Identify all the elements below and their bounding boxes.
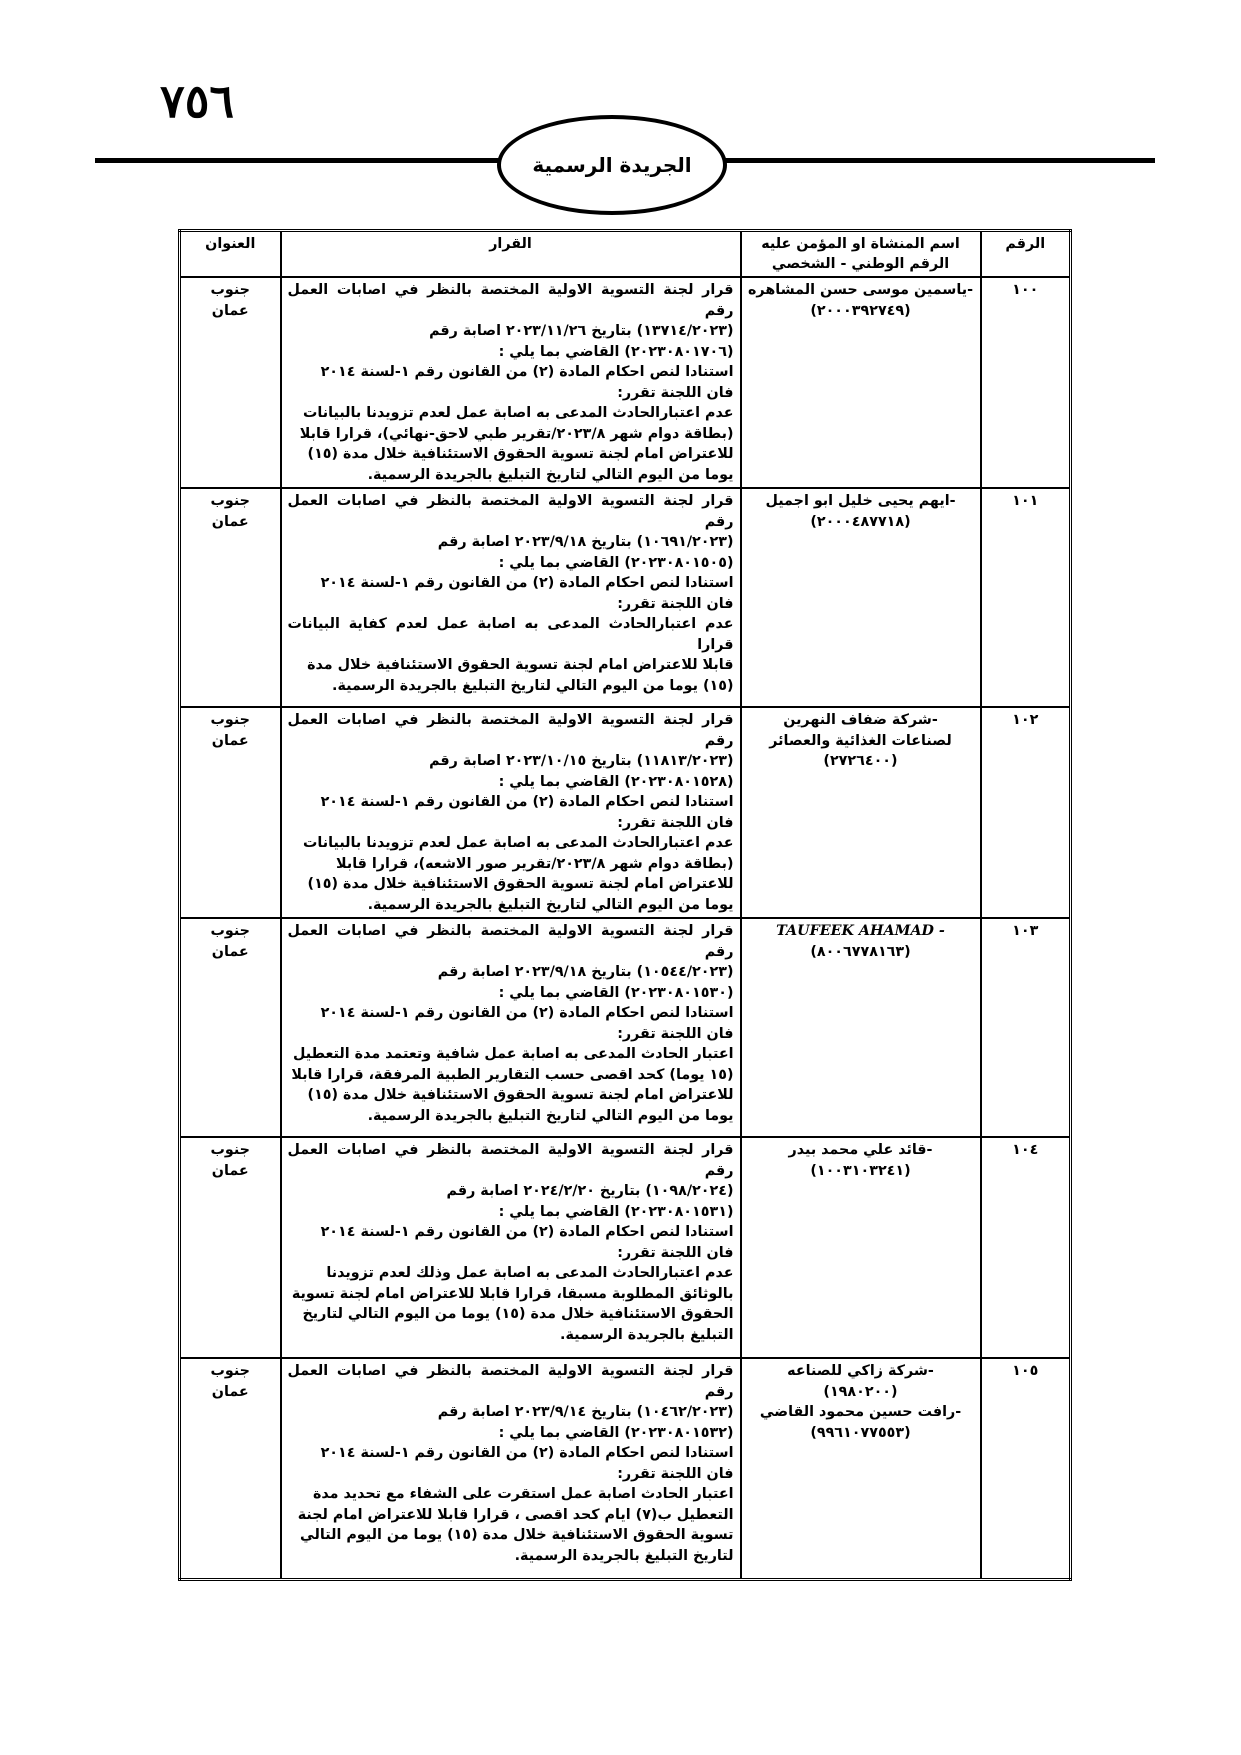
entry-name [741,1137,981,1358]
decision-line: اعتبار الحادث المدعى به اصابة عمل شافية وتعتمد مدة التعطيل [292,1046,734,1062]
entry-decision [281,918,741,1137]
entry-name-line: (٢٠٠٠٣٩٢٧٤٩) [810,302,911,319]
decision-line: استنادا لنص احكام المادة (٢) من القانون رقم ١-لسنة ٢٠١٤ [320,1005,734,1021]
entry-name-line: -شركة ضفاف النهرين [783,712,938,728]
decision-line: التبليغ بالجريدة الرسمية. [560,1326,734,1343]
decision-line: للاعتراض امام لجنة تسوية الحقوق الاستئنافية خلال مدة (١٥) [307,446,734,462]
decision-line: استنادا لنص احكام المادة (٢) من القانون رقم ١-لسنة ٢٠١٤ [320,364,734,380]
decision-line: استنادا لنص احكام المادة (٢) من القانون رقم ١-لسنة ٢٠١٤ [320,575,734,591]
decision-line: استنادا لنص احكام المادة (٢) من القانون رقم ١-لسنة ٢٠١٤ [320,1224,734,1240]
decision-line: (٢٠٢٣٠٨٠١٥٣٢) القاضي بما يلي : [498,1424,734,1441]
decision-line: (١٠٥٤٤/٢٠٢٣) بتاريخ ٢٠٢٣/٩/١٨ اصابة رقم [437,964,734,980]
entry-number: ١٠٢ [981,707,1071,918]
table-row [180,1137,1071,1358]
decision-line: يوما من اليوم التالي لتاريخ التبليغ بالجريدة الرسمية. [367,896,734,913]
entry-address [180,918,281,1137]
entry-name-line: (٨٠٠٦٧٧٨١٦٣) [810,943,911,960]
entry-decision [281,1137,741,1358]
address-line: جنوب [210,282,250,298]
decision-line: اعتبار الحادث اصابة عمل استقرت على الشفاء مع تحديد مدة [312,1486,734,1502]
table-row [180,488,1071,707]
entry-name-line: (١٠٠٣١٠٣٢٤١) [810,1162,911,1179]
table-body [180,277,1071,1580]
decision-line: (بطاقة دوام شهر ٢٠٢٣/٨/تقرير صور الاشعه)، قرارا قابلا [335,855,734,872]
entry-name-line: -قائد علي محمد بيدر [788,1142,933,1158]
entry-decision [281,277,741,488]
decision-line: الحقوق الاستئنافية خلال مدة (١٥) يوما من اليوم التالي لتاريخ [302,1306,734,1322]
entry-name [741,277,981,488]
decision-line: فان اللجنة تقرر: [617,814,734,831]
entry-address [180,1137,281,1358]
decision-line: استنادا لنص احكام المادة (٢) من القانون رقم ١-لسنة ٢٠١٤ [320,794,734,810]
decision-line: (١٠٩٨/٢٠٢٤) بتاريخ ٢٠٢٤/٢/٢٠ اصابة رقم [446,1183,734,1199]
entry-decision [281,1358,741,1580]
address-line: عمان [211,513,249,530]
decision-line: عدم اعتبارالحادث المدعى به اصابة عمل لعدم تزويدنا بالبيانات [303,405,734,421]
decision-line: قرار لجنة التسوية الاولية المختصة بالنظر في اصابات العمل رقم [287,1363,734,1400]
decision-line: قابلا للاعتراض امام لجنة تسوية الحقوق الاستئنافية خلال مدة [307,657,734,673]
entry-name-line: (٢٠٠٠٤٨٧٧١٨) [810,513,911,530]
entry-name-line: (٩٩٦١٠٧٧٥٥٣) [810,1424,911,1441]
page-number: ٧٥٦ [160,74,235,128]
decision-line: قرار لجنة التسوية الاولية المختصة بالنظر في اصابات العمل رقم [287,282,734,319]
decision-line: فان اللجنة تقرر: [617,1025,734,1042]
entry-name-line: (١٩٨٠٢٠٠) [823,1383,898,1400]
entry-number: ١٠١ [981,488,1071,707]
entry-number: ١٠٥ [981,1358,1071,1580]
address-line: عمان [211,302,249,319]
decision-line: (٢٠٢٣٠٨٠١٥٠٥) القاضي بما يلي : [498,554,734,571]
decision-line: فان اللجنة تقرر: [617,384,734,401]
address-line: عمان [211,943,249,960]
decision-line: (١٥) يوما من اليوم التالي لتاريخ التبليغ بالجريدة الرسمية. [332,677,734,694]
address-line: جنوب [210,1142,250,1158]
decision-line: (٢٠٢٣٠٨٠١٧٠٦) القاضي بما يلي : [498,343,734,360]
gazette-title-oval [497,115,727,215]
address-line: جنوب [210,923,250,939]
entry-name-line: (٢٧٢٦٤٠٠) [823,753,898,769]
decision-line: فان اللجنة تقرر: [617,1244,734,1261]
decision-line: فان اللجنة تقرر: [617,595,734,612]
entry-name-latin: TAUFEEK AHAMAD - [776,923,945,939]
table-row [180,918,1071,1137]
decision-line: (٢٠٢٣٠٨٠١٥٣١) القاضي بما يلي : [498,1203,734,1220]
entry-number: ١٠٤ [981,1137,1071,1358]
entry-name-line: -ايهم يحيى خليل ابو اجميل [765,493,956,509]
header-address: العنوان [180,231,281,278]
address-line: عمان [211,1162,249,1179]
entry-name [741,918,981,1137]
entry-name-line: -رافت حسين محمود القاضي [759,1404,962,1420]
entry-number: ١٠٠ [981,277,1071,488]
entry-name-line: -ياسمين موسى حسن المشاهره [747,282,974,298]
table-row [180,277,1071,488]
decision-line: يوما من اليوم التالي لتاريخ التبليغ بالجريدة الرسمية. [367,466,734,483]
header-decision: القرار [281,231,741,278]
decision-line: قرار لجنة التسوية الاولية المختصة بالنظر في اصابات العمل رقم [287,1142,734,1179]
decision-line: (٢٠٢٣٠٨٠١٥٣٠) القاضي بما يلي : [498,984,734,1001]
decision-line: (بطاقة دوام شهر ٢٠٢٣/٨/تقرير طبي لاحق-نهائي)، قرارا قابلا [299,425,734,442]
entry-address [180,488,281,707]
decision-line: بالوثائق المطلوبة مسبقا، قرارا قابلا للاعتراض امام لجنة تسوية [291,1285,734,1302]
decision-line: لتاريخ التبليغ بالجريدة الرسمية. [514,1547,734,1564]
decision-line: للاعتراض امام لجنة تسوية الحقوق الاستئنافية خلال مدة (١٥) [307,876,734,892]
address-line: عمان [211,732,249,749]
entry-decision [281,707,741,918]
decision-line: استنادا لنص احكام المادة (٢) من القانون رقم ١-لسنة ٢٠١٤ [320,1445,734,1461]
entry-number: ١٠٣ [981,918,1071,1137]
decision-line: (١٣٧١٤/٢٠٢٣) بتاريخ ٢٠٢٣/١١/٢٦ اصابة رقم [429,323,734,339]
address-line: عمان [211,1383,249,1400]
decision-line: (١٠٦٩١/٢٠٢٣) بتاريخ ٢٠٢٣/٩/١٨ اصابة رقم [437,534,734,550]
decision-line: عدم اعتبارالحادث المدعى به اصابة عمل لعدم كفاية البيانات قرارا [287,616,734,653]
entry-address [180,707,281,918]
table-row [180,707,1071,918]
decision-line: (١٠٤٦٢/٢٠٢٣) بتاريخ ٢٠٢٣/٩/١٤ اصابة رقم [437,1404,734,1420]
gazette-title: الجريدة الرسمية [532,153,692,177]
header-name: اسم المنشاة او المؤمن عليه الرقم الوطني - الشخصي [741,231,981,278]
address-line: جنوب [210,1363,250,1379]
decision-line: عدم اعتبارالحادث المدعى به اصابة عمل وذلك لعدم تزويدنا [326,1265,734,1281]
decision-line: (١٥ يوما) كحد اقصى حسب التقارير الطبية المرفقة، قرارا قابلا [291,1066,734,1083]
table-row [180,1358,1071,1580]
address-line: جنوب [210,712,250,728]
table-header-row [180,231,1071,278]
decision-line: تسوية الحقوق الاستئنافية خلال مدة (١٥) يوما من اليوم التالي [300,1527,734,1543]
decision-line: للاعتراض امام لجنة تسوية الحقوق الاستئنافية خلال مدة (١٥) [307,1087,734,1103]
decision-line: قرار لجنة التسوية الاولية المختصة بالنظر في اصابات العمل رقم [287,712,734,749]
decision-line: التعطيل ب(٧) ايام كحد اقصى ، قرارا قابلا للاعتراض امام لجنة [297,1506,734,1523]
entry-address [180,1358,281,1580]
decision-line: يوما من اليوم التالي لتاريخ التبليغ بالجريدة الرسمية. [367,1107,734,1124]
header-number: الرقم [981,231,1071,278]
decision-line: قرار لجنة التسوية الاولية المختصة بالنظر في اصابات العمل رقم [287,923,734,960]
entry-address [180,277,281,488]
entry-name [741,488,981,707]
decision-line: عدم اعتبارالحادث المدعى به اصابة عمل لعدم تزويدنا بالبيانات [303,835,734,851]
decision-line: (١١٨١٣/٢٠٢٣) بتاريخ ٢٠٢٣/١٠/١٥ اصابة رقم [429,753,734,769]
entry-decision [281,488,741,707]
entry-name-line: -شركة زاكي للصناعه [787,1363,934,1379]
entry-name [741,707,981,918]
address-line: جنوب [210,493,250,509]
decisions-table [178,229,1072,1581]
decision-line: (٢٠٢٣٠٨٠١٥٢٨) القاضي بما يلي : [498,773,734,790]
decision-line: فان اللجنة تقرر: [617,1465,734,1482]
decision-line: قرار لجنة التسوية الاولية المختصة بالنظر في اصابات العمل رقم [287,493,734,530]
entry-name-line: لصناعات الغذائية والعصائر [769,732,952,749]
entry-name [741,1358,981,1580]
